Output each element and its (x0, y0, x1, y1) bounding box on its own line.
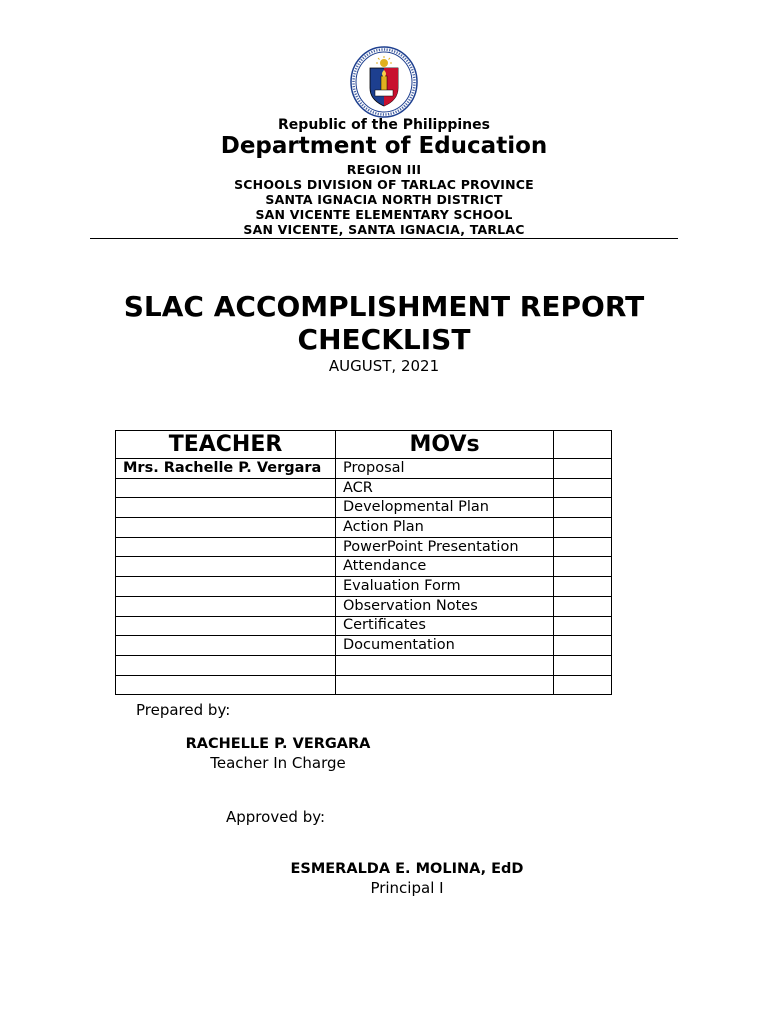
document-title (0, 290, 768, 356)
document-date: AUGUST, 2021 (328, 357, 440, 375)
mov-cell: ACR (336, 478, 554, 498)
table-row (116, 498, 612, 518)
school-line: SAN VICENTE ELEMENTARY SCHOOL (255, 207, 513, 222)
teacher-cell: Mrs. Rachelle P. Vergara (116, 459, 336, 479)
check-cell (554, 478, 612, 498)
title-line-1: SLAC ACCOMPLISHMENT REPORT (123, 290, 645, 323)
approved-by-label: Approved by: (226, 808, 326, 826)
mov-cell: Attendance (336, 557, 554, 577)
title-line-2: CHECKLIST (297, 323, 471, 356)
teacher-cell (116, 636, 336, 656)
table-row (116, 675, 612, 695)
teacher-cell (116, 478, 336, 498)
teacher-cell (116, 675, 336, 695)
checklist-table (115, 430, 612, 695)
prepared-by-name: RACHELLE P. VERGARA (185, 736, 371, 752)
check-column-header (554, 431, 612, 459)
mov-cell: PowerPoint Presentation (336, 537, 554, 557)
movs-column-header: MOVs (336, 431, 554, 459)
check-cell (554, 498, 612, 518)
region-line: REGION III (346, 162, 422, 177)
teacher-cell (116, 498, 336, 518)
mov-cell: Action Plan (336, 518, 554, 538)
check-cell (554, 616, 612, 636)
address-line: SAN VICENTE, SANTA IGNACIA, TARLAC (243, 222, 525, 237)
checklist-header-row (116, 431, 612, 459)
check-cell (554, 557, 612, 577)
table-row (116, 478, 612, 498)
approved-by-name: ESMERALDA E. MOLINA, EdD (290, 861, 524, 877)
teacher-cell (116, 557, 336, 577)
mov-cell: Certificates (336, 616, 554, 636)
table-row (116, 616, 612, 636)
check-cell (554, 537, 612, 557)
mov-cell: Documentation (336, 636, 554, 656)
check-cell (554, 655, 612, 675)
table-row (116, 459, 612, 479)
teacher-column-header: TEACHER (116, 431, 336, 459)
mov-cell (336, 655, 554, 675)
check-cell (554, 675, 612, 695)
division-line: SCHOOLS DIVISION OF TARLAC PROVINCE (234, 177, 534, 192)
approved-by-position: Principal I (370, 879, 444, 897)
prepared-by-label: Prepared by: (136, 701, 231, 719)
table-row (116, 537, 612, 557)
teacher-cell (116, 537, 336, 557)
deped-seal-logo (350, 46, 418, 118)
check-cell (554, 577, 612, 597)
mov-cell: Observation Notes (336, 596, 554, 616)
table-row (116, 636, 612, 656)
teacher-cell (116, 596, 336, 616)
mov-cell: Proposal (336, 459, 554, 479)
mov-cell: Developmental Plan (336, 498, 554, 518)
teacher-cell (116, 616, 336, 636)
table-row (116, 518, 612, 538)
header-divider (90, 238, 678, 239)
mov-cell (336, 675, 554, 695)
department-name: Department of Education (220, 133, 548, 159)
country-name: Republic of the Philippines (278, 117, 490, 133)
teacher-cell (116, 577, 336, 597)
table-row (116, 596, 612, 616)
table-row (116, 577, 612, 597)
teacher-cell (116, 655, 336, 675)
check-cell (554, 596, 612, 616)
table-row (116, 655, 612, 675)
district-line: SANTA IGNACIA NORTH DISTRICT (265, 192, 503, 207)
prepared-by-position: Teacher In Charge (210, 754, 346, 772)
table-row (116, 557, 612, 577)
teacher-cell (116, 518, 336, 538)
check-cell (554, 459, 612, 479)
check-cell (554, 518, 612, 538)
check-cell (554, 636, 612, 656)
mov-cell: Evaluation Form (336, 577, 554, 597)
